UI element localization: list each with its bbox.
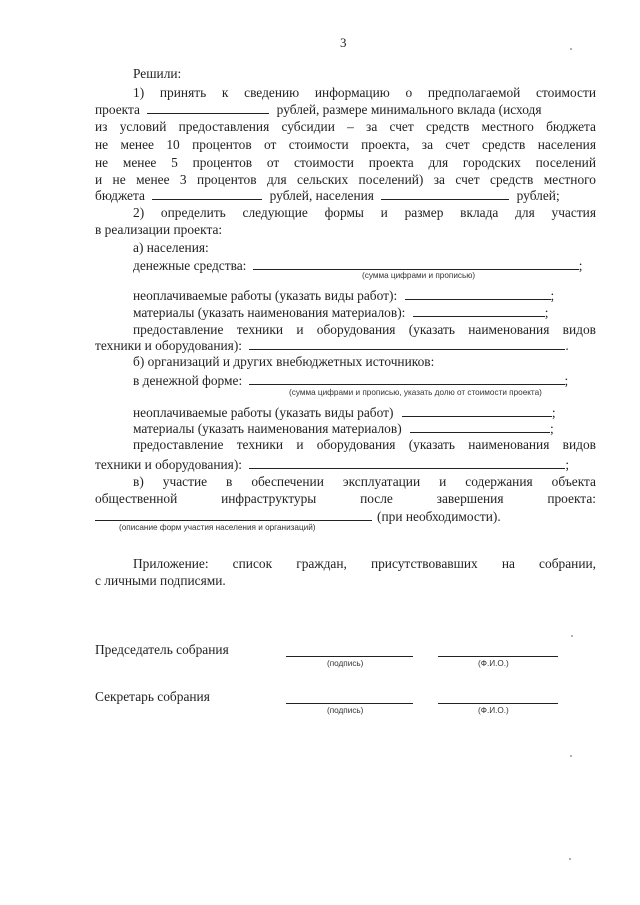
chairman-signature-caption: (подпись) [327,659,364,668]
secretary-name-line[interactable] [438,703,558,704]
item2-line1: 2) определить следующие формы и размер вклада для участия [133,205,596,220]
cash-row: денежные средства: ; [133,258,583,273]
item1-line6: и не менее 3 процентов для сельских поселений) за счет средств местного [95,172,596,187]
orgs-equipment-blank[interactable] [249,456,565,469]
item1-line5: не менее 5 процентов от стоимости проекта для городских поселений [95,155,596,170]
participation-line2: общественной инфраструктуры после завершения проекта: [95,491,596,506]
page-number: 3 [340,35,347,50]
participation-row: (при необходимости). [95,508,501,525]
orgs-cash-row: в денежной форме: ; [133,373,569,388]
scan-speck [571,635,573,637]
equipment-line1: предоставление техники и оборудования (указать наименования видов [133,322,596,337]
scan-speck [570,755,572,757]
orgs-materials-blank[interactable] [410,420,550,433]
project-cost-blank[interactable] [147,101,269,114]
item2-line2: в реализации проекта: [95,222,223,237]
item1-line1: 1) принять к сведению информацию о предполагаемой стоимости [133,85,596,100]
decision-heading: Решили: [133,66,182,81]
appendix-line1: Приложение: список граждан, присутствовавших на собрании, [133,556,596,571]
unpaid-work-row: неоплачиваемые работы (указать виды работ): ; [133,288,555,303]
equipment-blank[interactable] [249,337,565,350]
orgs-unpaid-work-row: неоплачиваемые работы (указать виды работ) ; [133,405,556,420]
population-header: а) населения: [133,240,209,255]
secretary-signature-line[interactable] [286,703,413,704]
budget-amount-blank[interactable] [152,187,262,200]
unpaid-work-blank[interactable] [405,287,551,300]
participation-blank[interactable] [95,508,372,521]
materials-blank[interactable] [413,304,545,317]
equipment-row: техники и оборудования): . [95,338,569,353]
item1-line2: проекта рублей, размере минимального вклада (исходя [95,102,542,117]
scan-speck [569,858,571,860]
chairman-signature-line[interactable] [286,656,413,657]
orgs-header: б) организаций и других внебюджетных источников: [133,354,435,369]
secretary-name-caption: (Ф.И.О.) [478,706,509,715]
secretary-signature-caption: (подпись) [327,706,364,715]
orgs-cash-caption: (сумма цифрами и прописью, указать долю от стоимости проекта) [289,388,542,397]
materials-row: материалы (указать наименования материалов): ; [133,305,549,320]
secretary-label: Секретарь собрания [95,689,210,704]
participation-line1: в) участие в обеспечении эксплуатации и содержания объекта [133,474,596,489]
item1-line3: из условий предоставления субсидии – за счет средств местного бюджета [95,119,596,134]
population-amount-blank[interactable] [381,187,509,200]
scan-speck [570,48,572,50]
orgs-equipment-row: техники и оборудования): ; [95,457,570,472]
chairman-name-line[interactable] [438,656,558,657]
participation-caption: (описание форм участия населения и организаций) [119,523,316,532]
appendix-line2: с личными подписями. [95,573,226,588]
cash-caption: (сумма цифрами и прописью) [362,271,476,280]
orgs-cash-blank[interactable] [249,372,565,385]
item1-line7: бюджета рублей, населения рублей; [95,188,560,203]
cash-blank[interactable] [253,257,579,270]
item1-line4: не менее 10 процентов от стоимости проекта, за счет средств населения [95,137,596,152]
chairman-name-caption: (Ф.И.О.) [478,659,509,668]
orgs-unpaid-work-blank[interactable] [402,404,552,417]
orgs-equipment-line1: предоставление техники и оборудования (указать наименования видов [133,437,596,452]
orgs-materials-row: материалы (указать наименования материалов) ; [133,421,554,436]
chairman-label: Председатель собрания [95,642,229,657]
